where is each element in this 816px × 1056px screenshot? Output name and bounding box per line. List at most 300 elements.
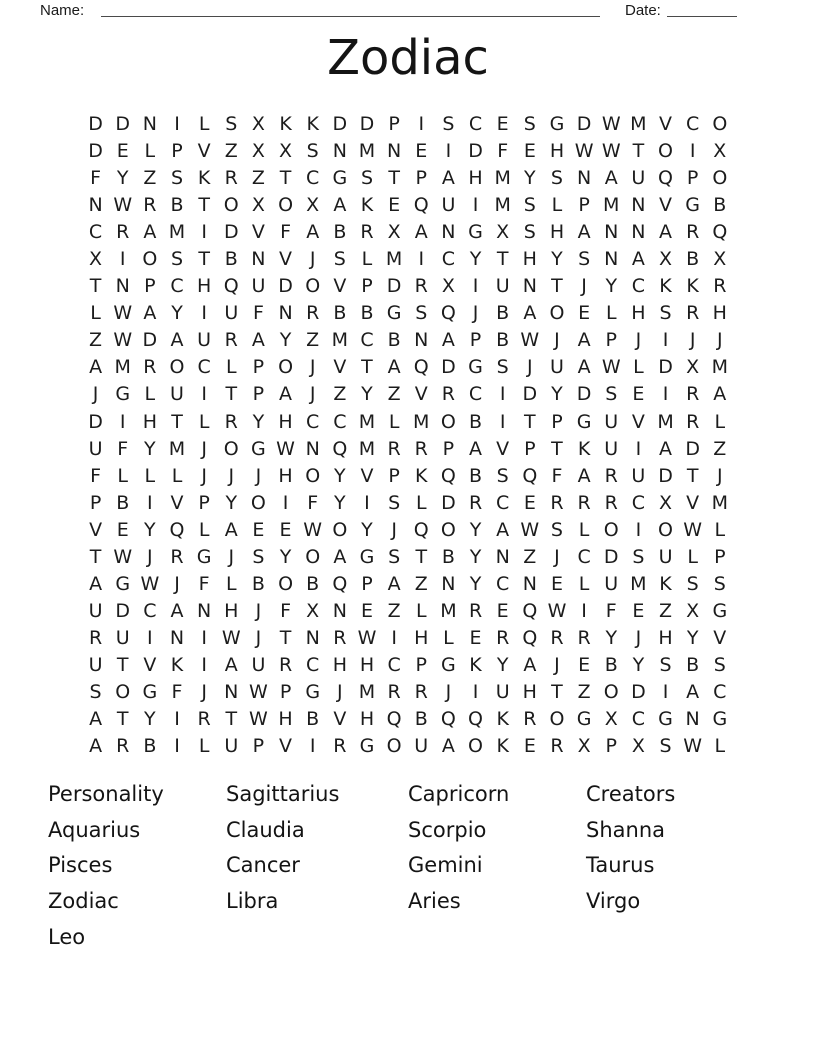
grid-cell: Q bbox=[440, 302, 456, 325]
grid-cell: E bbox=[116, 140, 129, 163]
grid-cell: K bbox=[686, 275, 699, 298]
grid-cell: P bbox=[252, 383, 265, 406]
grid-cell: V bbox=[360, 464, 374, 487]
grid-cell: R bbox=[333, 735, 347, 758]
grid-cell: I bbox=[174, 735, 180, 758]
grid-cell: X bbox=[686, 356, 700, 379]
grid-cell: M bbox=[331, 329, 349, 352]
grid-cell: L bbox=[714, 410, 726, 433]
grid-cell: D bbox=[115, 113, 131, 136]
grid-cell: G bbox=[142, 681, 158, 703]
grid-cell: L bbox=[198, 113, 210, 136]
grid-cell: J bbox=[527, 356, 533, 379]
grid-cell: E bbox=[632, 599, 645, 622]
grid-cell: N bbox=[197, 599, 212, 622]
grid-cell: R bbox=[143, 194, 157, 217]
grid-cell: M bbox=[168, 437, 186, 460]
grid-cell: Y bbox=[171, 302, 183, 325]
grid-cell: J bbox=[228, 464, 235, 487]
grid-cell: O bbox=[603, 681, 619, 703]
grid-cell: Y bbox=[225, 491, 238, 514]
grid-cell: X bbox=[251, 194, 265, 217]
word-list bbox=[0, 777, 816, 977]
grid-cell: W bbox=[113, 545, 133, 568]
grid-cell: N bbox=[332, 140, 347, 163]
grid-cell: L bbox=[198, 410, 210, 433]
grid-cell: T bbox=[116, 708, 129, 731]
grid-cell: R bbox=[143, 356, 157, 379]
grid-cell: U bbox=[251, 653, 266, 676]
grid-cell: E bbox=[415, 140, 428, 163]
grid-cell: D bbox=[576, 383, 592, 406]
grid-cell: W bbox=[601, 356, 621, 379]
grid-cell: H bbox=[549, 221, 565, 244]
grid-cell: D bbox=[88, 113, 103, 136]
grid-cell: N bbox=[441, 572, 456, 595]
grid-cell: J bbox=[92, 383, 99, 406]
grid-cell: S bbox=[170, 248, 184, 271]
grid-cell: Z bbox=[224, 140, 238, 163]
grid-cell: A bbox=[143, 302, 157, 325]
grid-cell: A bbox=[659, 221, 673, 244]
grid-cell: R bbox=[116, 735, 130, 758]
grid-cell: I bbox=[201, 221, 207, 244]
grid-cell: L bbox=[415, 491, 427, 514]
grid-cell: H bbox=[332, 653, 347, 676]
grid-cell: Y bbox=[144, 708, 156, 731]
grid-cell: R bbox=[414, 681, 428, 703]
grid-cell: C bbox=[306, 653, 320, 676]
grid-cell: N bbox=[115, 275, 130, 298]
word-list-item: Libra bbox=[226, 889, 279, 914]
grid-cell: R bbox=[686, 410, 700, 433]
grid-cell: S bbox=[713, 653, 726, 676]
grid-cell: D bbox=[658, 464, 673, 487]
grid-cell: I bbox=[201, 653, 207, 676]
grid-cell: Y bbox=[361, 383, 373, 406]
grid-cell: K bbox=[197, 167, 211, 190]
grid-cell: J bbox=[309, 356, 316, 379]
grid-cell: N bbox=[332, 599, 347, 622]
grid-cell: F bbox=[307, 491, 319, 514]
grid-cell: L bbox=[605, 302, 617, 325]
grid-cell: S bbox=[496, 356, 509, 379]
grid-cell: B bbox=[143, 735, 157, 758]
grid-cell: O bbox=[658, 140, 673, 163]
grid-cell: A bbox=[441, 735, 455, 758]
grid-cell: V bbox=[659, 113, 673, 136]
grid-cell: T bbox=[225, 383, 238, 406]
grid-cell: A bbox=[523, 653, 537, 676]
grid-cell: I bbox=[635, 518, 642, 541]
grid-cell: S bbox=[605, 383, 618, 406]
grid-cell: A bbox=[89, 572, 103, 595]
grid-cell: R bbox=[604, 491, 618, 514]
grid-cell: X bbox=[441, 275, 455, 298]
grid-cell: R bbox=[387, 437, 401, 460]
grid-cell: N bbox=[88, 194, 103, 217]
grid-cell: S bbox=[659, 735, 672, 758]
grid-cell: L bbox=[198, 518, 210, 541]
grid-cell: K bbox=[496, 708, 509, 731]
grid-cell: T bbox=[551, 275, 563, 298]
grid-cell: J bbox=[255, 464, 262, 487]
grid-cell: O bbox=[278, 194, 294, 217]
grid-cell: D bbox=[88, 140, 103, 163]
grid-cell: R bbox=[468, 599, 483, 622]
grid-cell: I bbox=[147, 491, 153, 514]
grid-cell: W bbox=[303, 518, 323, 541]
grid-cell: D bbox=[522, 383, 538, 406]
grid-cell: G bbox=[468, 356, 483, 379]
grid-cell: S bbox=[550, 167, 563, 190]
grid-cell: F bbox=[497, 140, 509, 163]
grid-cell: L bbox=[90, 302, 101, 325]
grid-cell: U bbox=[631, 167, 646, 190]
grid-cell: R bbox=[577, 491, 591, 514]
grid-cell: G bbox=[359, 735, 375, 758]
grid-cell: A bbox=[577, 464, 591, 487]
grid-cell: T bbox=[198, 248, 210, 271]
grid-cell: M bbox=[630, 113, 647, 136]
grid-cell: E bbox=[496, 599, 509, 622]
word-list-item: Creators bbox=[586, 782, 676, 806]
grid-cell: Z bbox=[306, 329, 320, 352]
grid-cell: Y bbox=[469, 518, 482, 541]
grid-cell: R bbox=[333, 626, 347, 649]
grid-cell: S bbox=[523, 113, 536, 136]
grid-cell: Q bbox=[413, 194, 429, 217]
grid-cell: R bbox=[441, 383, 455, 406]
grid-cell: Q bbox=[332, 572, 348, 595]
grid-cell: A bbox=[143, 221, 157, 244]
grid-cell: X bbox=[713, 140, 727, 163]
grid-cell: S bbox=[252, 545, 265, 568]
grid-cell: R bbox=[523, 708, 537, 731]
grid-cell: M bbox=[494, 167, 511, 190]
grid-cell: G bbox=[305, 681, 321, 703]
grid-cell: G bbox=[468, 221, 483, 244]
grid-cell: V bbox=[279, 735, 293, 758]
grid-cell: Q bbox=[169, 518, 185, 541]
grid-cell: X bbox=[306, 599, 320, 622]
grid-cell: Y bbox=[605, 275, 618, 298]
grid-cell: N bbox=[604, 221, 619, 244]
grid-cell: B bbox=[306, 708, 320, 731]
grid-cell: C bbox=[143, 599, 157, 622]
grid-cell: P bbox=[605, 735, 617, 758]
grid-cell: B bbox=[387, 329, 401, 352]
grid-cell: P bbox=[551, 410, 563, 433]
grid-cell: O bbox=[658, 518, 673, 541]
grid-cell: B bbox=[713, 194, 727, 217]
grid-cell: X bbox=[496, 221, 510, 244]
grid-cell: C bbox=[468, 383, 483, 406]
name-blank-line bbox=[101, 16, 600, 17]
word-list-item: Aries bbox=[408, 889, 461, 914]
grid-cell: U bbox=[88, 599, 103, 622]
grid-cell: G bbox=[251, 437, 266, 460]
grid-cell: S bbox=[713, 572, 726, 595]
grid-cell: D bbox=[142, 329, 158, 352]
grid-cell: L bbox=[388, 410, 400, 433]
grid-cell: J bbox=[201, 437, 207, 460]
grid-cell: R bbox=[414, 275, 428, 298]
grid-cell: K bbox=[577, 437, 591, 460]
grid-cell: A bbox=[89, 708, 103, 731]
grid-cell: I bbox=[472, 681, 479, 703]
grid-cell: E bbox=[578, 653, 591, 676]
grid-cell: Q bbox=[440, 464, 456, 487]
grid-cell: U bbox=[550, 356, 564, 379]
grid-cell: P bbox=[171, 140, 183, 163]
grid-cell: W bbox=[683, 518, 703, 541]
grid-cell: Z bbox=[333, 383, 347, 406]
grid-cell: U bbox=[88, 653, 103, 676]
grid-cell: D bbox=[278, 275, 293, 298]
grid-cell: O bbox=[278, 572, 294, 595]
grid-cell: I bbox=[499, 410, 506, 433]
grid-cell: S bbox=[659, 302, 672, 325]
grid-cell: Q bbox=[440, 708, 456, 731]
grid-cell: I bbox=[499, 383, 506, 406]
grid-cell: F bbox=[90, 464, 102, 487]
grid-cell: H bbox=[142, 410, 157, 433]
grid-cell: T bbox=[171, 410, 183, 433]
grid-cell: G bbox=[576, 410, 592, 433]
grid-cell: S bbox=[388, 491, 401, 514]
grid-cell: C bbox=[306, 410, 320, 433]
grid-cell: L bbox=[198, 735, 210, 758]
grid-cell: A bbox=[686, 681, 700, 703]
grid-cell: X bbox=[686, 599, 700, 622]
grid-cell: B bbox=[441, 545, 455, 568]
grid-cell: L bbox=[361, 248, 373, 271]
grid-cell: L bbox=[714, 735, 726, 758]
grid-cell: V bbox=[496, 437, 510, 460]
grid-cell: O bbox=[305, 545, 321, 568]
grid-cell: V bbox=[333, 275, 347, 298]
grid-cell: L bbox=[578, 518, 590, 541]
grid-cell: X bbox=[631, 735, 645, 758]
grid-cell: J bbox=[554, 329, 560, 352]
grid-cell: C bbox=[686, 113, 700, 136]
grid-cell: T bbox=[361, 356, 373, 379]
grid-cell: J bbox=[337, 681, 343, 703]
grid-cell: Y bbox=[524, 167, 536, 190]
grid-cell: E bbox=[550, 572, 563, 595]
grid-cell: Q bbox=[522, 599, 538, 622]
grid-cell: G bbox=[115, 572, 131, 595]
grid-cell: Z bbox=[89, 329, 103, 352]
grid-cell: I bbox=[662, 383, 669, 406]
grid-cell: J bbox=[391, 518, 397, 541]
grid-cell: C bbox=[496, 572, 510, 595]
grid-cell: D bbox=[332, 113, 348, 136]
grid-cell: R bbox=[468, 491, 483, 514]
grid-cell: A bbox=[659, 437, 673, 460]
grid-cell: Z bbox=[143, 167, 157, 190]
grid-cell: C bbox=[468, 113, 483, 136]
grid-cell: Y bbox=[279, 545, 292, 568]
grid-cell: M bbox=[711, 491, 728, 514]
grid-cell: J bbox=[228, 545, 235, 568]
grid-cell: C bbox=[387, 653, 401, 676]
grid-cell: F bbox=[551, 464, 563, 487]
grid-cell: K bbox=[360, 194, 374, 217]
grid-cell: F bbox=[252, 302, 264, 325]
grid-cell: E bbox=[116, 518, 129, 541]
grid-cell: G bbox=[658, 708, 673, 731]
grid-cell: V bbox=[170, 491, 184, 514]
grid-cell: S bbox=[496, 464, 509, 487]
grid-cell: V bbox=[279, 248, 293, 271]
grid-cell: C bbox=[713, 681, 727, 703]
grid-cell: I bbox=[662, 681, 669, 703]
grid-cell: D bbox=[88, 410, 103, 433]
grid-cell: Q bbox=[223, 275, 239, 298]
grid-cell: O bbox=[115, 681, 131, 703]
grid-cell: X bbox=[306, 194, 320, 217]
grid-cell: W bbox=[276, 437, 295, 460]
grid-cell: V bbox=[333, 708, 347, 731]
grid-cell: W bbox=[520, 329, 540, 352]
grid-cell: G bbox=[549, 113, 565, 136]
grid-cell: P bbox=[442, 437, 455, 460]
grid-cell: D bbox=[115, 599, 131, 622]
grid-cell: F bbox=[280, 599, 292, 622]
grid-cell: P bbox=[578, 194, 590, 217]
grid-cell: G bbox=[386, 302, 402, 325]
grid-cell: E bbox=[360, 599, 373, 622]
grid-cell: O bbox=[305, 275, 321, 298]
grid-cell: B bbox=[414, 708, 428, 731]
grid-cell: U bbox=[88, 437, 103, 460]
grid-cell: O bbox=[712, 167, 728, 190]
grid-cell: K bbox=[415, 464, 428, 487]
grid-cell: B bbox=[306, 572, 320, 595]
grid-cell: E bbox=[523, 140, 536, 163]
grid-cell: C bbox=[88, 221, 103, 244]
grid-cell: S bbox=[225, 113, 238, 136]
word-list-item: Scorpio bbox=[408, 817, 487, 842]
grid-cell: B bbox=[469, 464, 483, 487]
grid-cell: J bbox=[554, 653, 560, 676]
grid-cell: N bbox=[387, 140, 402, 163]
grid-cell: X bbox=[251, 140, 265, 163]
word-search-grid bbox=[82, 111, 733, 760]
grid-cell: E bbox=[523, 491, 536, 514]
grid-cell: R bbox=[387, 681, 401, 703]
word-list-item: Leo bbox=[48, 924, 86, 949]
grid-cell: E bbox=[388, 194, 401, 217]
grid-cell: Q bbox=[468, 708, 484, 731]
grid-cell: M bbox=[440, 599, 457, 622]
grid-cell: U bbox=[495, 275, 510, 298]
grid-cell: T bbox=[632, 140, 645, 163]
word-list-item: Taurus bbox=[586, 853, 655, 878]
grid-cell: U bbox=[631, 464, 646, 487]
grid-cell: P bbox=[252, 356, 265, 379]
grid-cell: U bbox=[604, 410, 619, 433]
grid-cell: N bbox=[631, 194, 646, 217]
grid-cell: N bbox=[142, 113, 157, 136]
grid-cell: Y bbox=[334, 464, 346, 487]
grid-cell: A bbox=[414, 221, 428, 244]
grid-cell: W bbox=[601, 140, 621, 163]
grid-cell: V bbox=[333, 356, 347, 379]
grid-cell: X bbox=[279, 140, 293, 163]
grid-cell: L bbox=[415, 599, 427, 622]
grid-cell: N bbox=[278, 302, 293, 325]
grid-cell: G bbox=[576, 708, 592, 731]
grid-cell: A bbox=[713, 383, 727, 406]
grid-cell: T bbox=[89, 545, 102, 568]
grid-cell: M bbox=[413, 410, 430, 433]
grid-cell: A bbox=[224, 518, 238, 541]
grid-cell: A bbox=[224, 653, 238, 676]
grid-cell: I bbox=[147, 626, 153, 649]
grid-cell: J bbox=[309, 248, 316, 271]
grid-cell: V bbox=[251, 221, 265, 244]
grid-cell: E bbox=[496, 113, 509, 136]
grid-cell: I bbox=[472, 275, 479, 298]
grid-cell: P bbox=[252, 735, 265, 758]
grid-cell: L bbox=[551, 194, 563, 217]
grid-cell: T bbox=[198, 194, 210, 217]
grid-cell: W bbox=[683, 735, 703, 758]
grid-cell: V bbox=[686, 491, 700, 514]
grid-cell: N bbox=[495, 545, 510, 568]
grid-cell: U bbox=[197, 329, 212, 352]
grid-cell: S bbox=[89, 681, 102, 703]
grid-cell: P bbox=[605, 329, 617, 352]
grid-cell: S bbox=[523, 221, 536, 244]
grid-cell: O bbox=[468, 735, 484, 758]
grid-cell: I bbox=[418, 248, 425, 271]
grid-cell: R bbox=[224, 329, 238, 352]
grid-cell: P bbox=[279, 681, 292, 703]
grid-cell: M bbox=[657, 410, 674, 433]
word-list-column bbox=[408, 777, 509, 920]
grid-cell: A bbox=[496, 518, 510, 541]
grid-cell: A bbox=[387, 356, 401, 379]
grid-cell: R bbox=[686, 221, 700, 244]
grid-cell: L bbox=[117, 464, 128, 487]
grid-cell: I bbox=[282, 491, 289, 514]
grid-cell: D bbox=[603, 545, 619, 568]
grid-cell: R bbox=[224, 167, 238, 190]
grid-cell: V bbox=[197, 140, 211, 163]
grid-cell: R bbox=[686, 383, 700, 406]
grid-cell: J bbox=[255, 599, 262, 622]
grid-cell: Z bbox=[387, 383, 401, 406]
grid-cell: J bbox=[635, 626, 642, 649]
grid-cell: I bbox=[174, 708, 180, 731]
grid-cell: Q bbox=[332, 437, 348, 460]
grid-cell: P bbox=[524, 437, 536, 460]
grid-cell: U bbox=[115, 626, 130, 649]
grid-cell: I bbox=[391, 626, 397, 649]
grid-cell: I bbox=[581, 599, 587, 622]
grid-cell: A bbox=[333, 194, 347, 217]
grid-cell: J bbox=[445, 681, 452, 703]
word-list-item: Virgo bbox=[586, 889, 641, 914]
grid-cell: A bbox=[89, 735, 103, 758]
grid-cell: A bbox=[89, 356, 103, 379]
grid-cell: U bbox=[495, 681, 510, 703]
grid-cell: D bbox=[441, 491, 456, 514]
